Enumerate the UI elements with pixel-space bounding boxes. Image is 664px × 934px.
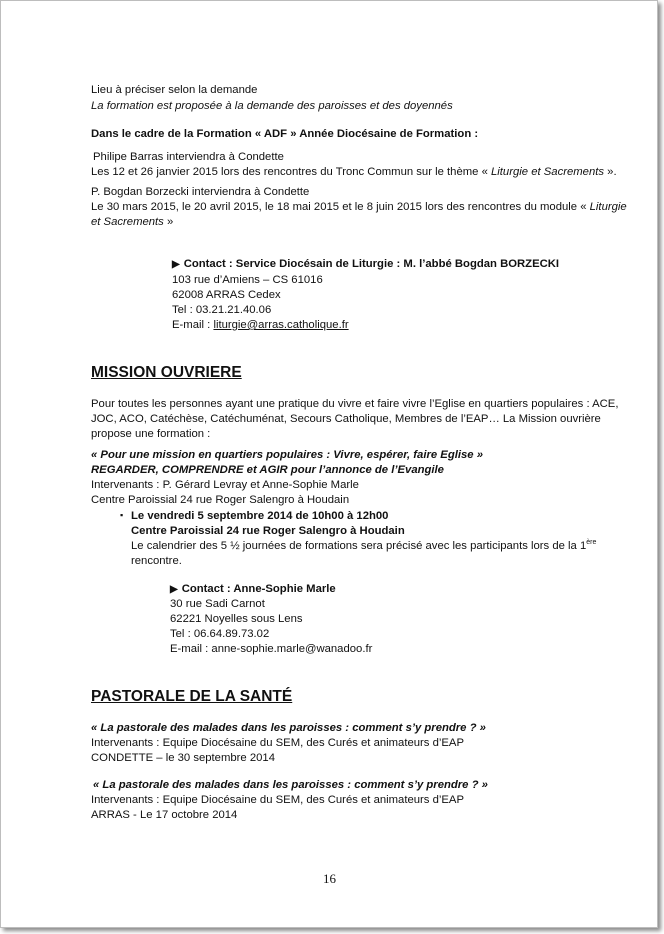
arrow-right-icon: ▶ (172, 259, 180, 270)
mission-calendrier (131, 539, 596, 553)
mission-calendrier-sup: ère (586, 539, 597, 546)
adf-contact-title (172, 257, 559, 272)
mission-intro-2: JOC, ACO, Catéchèse, Catéchuménat, Secours Catholique, Membres de l’EAP… La Mission ouvrière (91, 413, 601, 425)
mission-calendrier-text: Le calendrier des 5 ½ journées de formations sera précisé avec les participants lors de la 1 (131, 540, 587, 552)
mission-contact-title-text: Contact : Anne-Sophie Marle (181, 583, 336, 595)
adf-bogdan-line: P. Bogdan Borzecki interviendra à Condette (91, 186, 310, 198)
adf-barras-dates-text: Les 12 et 26 janvier 2015 lors des rencontres du Tronc Commun sur le thème « (91, 166, 491, 178)
sante-heading: PASTORALE DE LA SANTÉ (91, 688, 293, 705)
adf-bogdan-theme-1: Liturgie (589, 201, 627, 213)
mission-heading: MISSION OUVRIERE (91, 364, 242, 381)
sante-event1-place: CONDETTE – le 30 septembre 2014 (91, 752, 275, 764)
mission-contact-email: E-mail : anne-sophie.marle@wanadoo.fr (170, 643, 373, 655)
mission-contact-title (170, 582, 336, 597)
adf-contact-email-line (172, 318, 349, 332)
adf-contact-tel: Tel : 03.21.21.40.06 (172, 304, 272, 316)
adf-contact-title-text: Contact : Service Diocésain de Liturgie : M. l’abbé Bogdan BORZECKI (183, 258, 560, 270)
sante-event2-intervenants: Intervenants : Equipe Diocésaine du SEM, des Curés et animateurs d’EAP (91, 794, 464, 806)
mission-contact-address1: 30 rue Sadi Carnot (170, 598, 265, 610)
mission-intervenants: Intervenants : P. Gérard Levray et Anne-Sophie Marle (91, 479, 359, 491)
adf-barras-line: Philipe Barras interviendra à Condette (93, 151, 284, 163)
sante-event2-place: ARRAS - Le 17 octobre 2014 (91, 809, 238, 821)
sante-event2-title: « La pastorale des malades dans les paroisses : comment s’y prendre ? » (93, 779, 488, 791)
bullet-icon: ▪ (120, 510, 124, 520)
adf-contact-address1: 103 rue d’Amiens – CS 61016 (172, 274, 323, 286)
sante-event1-intervenants: Intervenants : Equipe Diocésaine du SEM, des Curés et animateurs d’EAP (91, 737, 464, 749)
adf-bogdan-dates-cont (91, 215, 173, 229)
adf-contact-email-label: E-mail : (172, 319, 214, 331)
mission-rencontre: rencontre. (131, 555, 182, 567)
mission-intro-3: propose une formation : (91, 428, 211, 440)
mission-subtitle: REGARDER, COMPRENDRE et AGIR pour l’annonce de l’Evangile (91, 464, 444, 476)
adf-contact-email-link[interactable]: liturgie@arras.catholique.fr (213, 319, 349, 331)
mission-centre: Centre Paroissial 24 rue Roger Salengro à Houdain (91, 494, 350, 506)
adf-barras-end: ». (604, 166, 617, 178)
mission-contact-address2: 62221 Noyelles sous Lens (170, 613, 303, 625)
adf-lieu: Lieu à préciser selon la demande (91, 84, 258, 96)
mission-date: Le vendredi 5 septembre 2014 de 10h00 à 12h00 (131, 510, 389, 522)
adf-bogdan-theme-2: et Sacrements (91, 216, 164, 228)
adf-barras-theme: Liturgie et Sacrements (491, 166, 605, 178)
mission-date-centre: Centre Paroissial 24 rue Roger Salengro à Houdain (131, 525, 405, 537)
sante-event1-title: « La pastorale des malades dans les paroisses : comment s’y prendre ? » (91, 722, 486, 734)
mission-title: « Pour une mission en quartiers populaires : Vivre, espérer, faire Eglise » (91, 449, 483, 461)
arrow-right-icon: ▶ (170, 584, 178, 595)
adf-bogdan-end: » (163, 216, 174, 228)
adf-bogdan-dates (91, 200, 627, 214)
mission-intro-1: Pour toutes les personnes ayant une pratique du vivre et faire vivre l’Eglise en quartiers populaires : ACE, (91, 398, 619, 410)
page-number: 16 (323, 871, 336, 886)
adf-cadre-heading: Dans le cadre de la Formation « ADF » Année Diocésaine de Formation : (91, 128, 479, 140)
adf-contact-address2: 62008 ARRAS Cedex (172, 289, 281, 301)
adf-barras-dates (91, 165, 617, 179)
mission-contact-tel: Tel : 06.64.89.73.02 (170, 628, 270, 640)
adf-formation-note: La formation est proposée à la demande des paroisses et des doyennés (91, 100, 453, 112)
adf-bogdan-dates-text: Le 30 mars 2015, le 20 avril 2015, le 18 mai 2015 et le 8 juin 2015 lors des rencontres du module « (91, 201, 590, 213)
